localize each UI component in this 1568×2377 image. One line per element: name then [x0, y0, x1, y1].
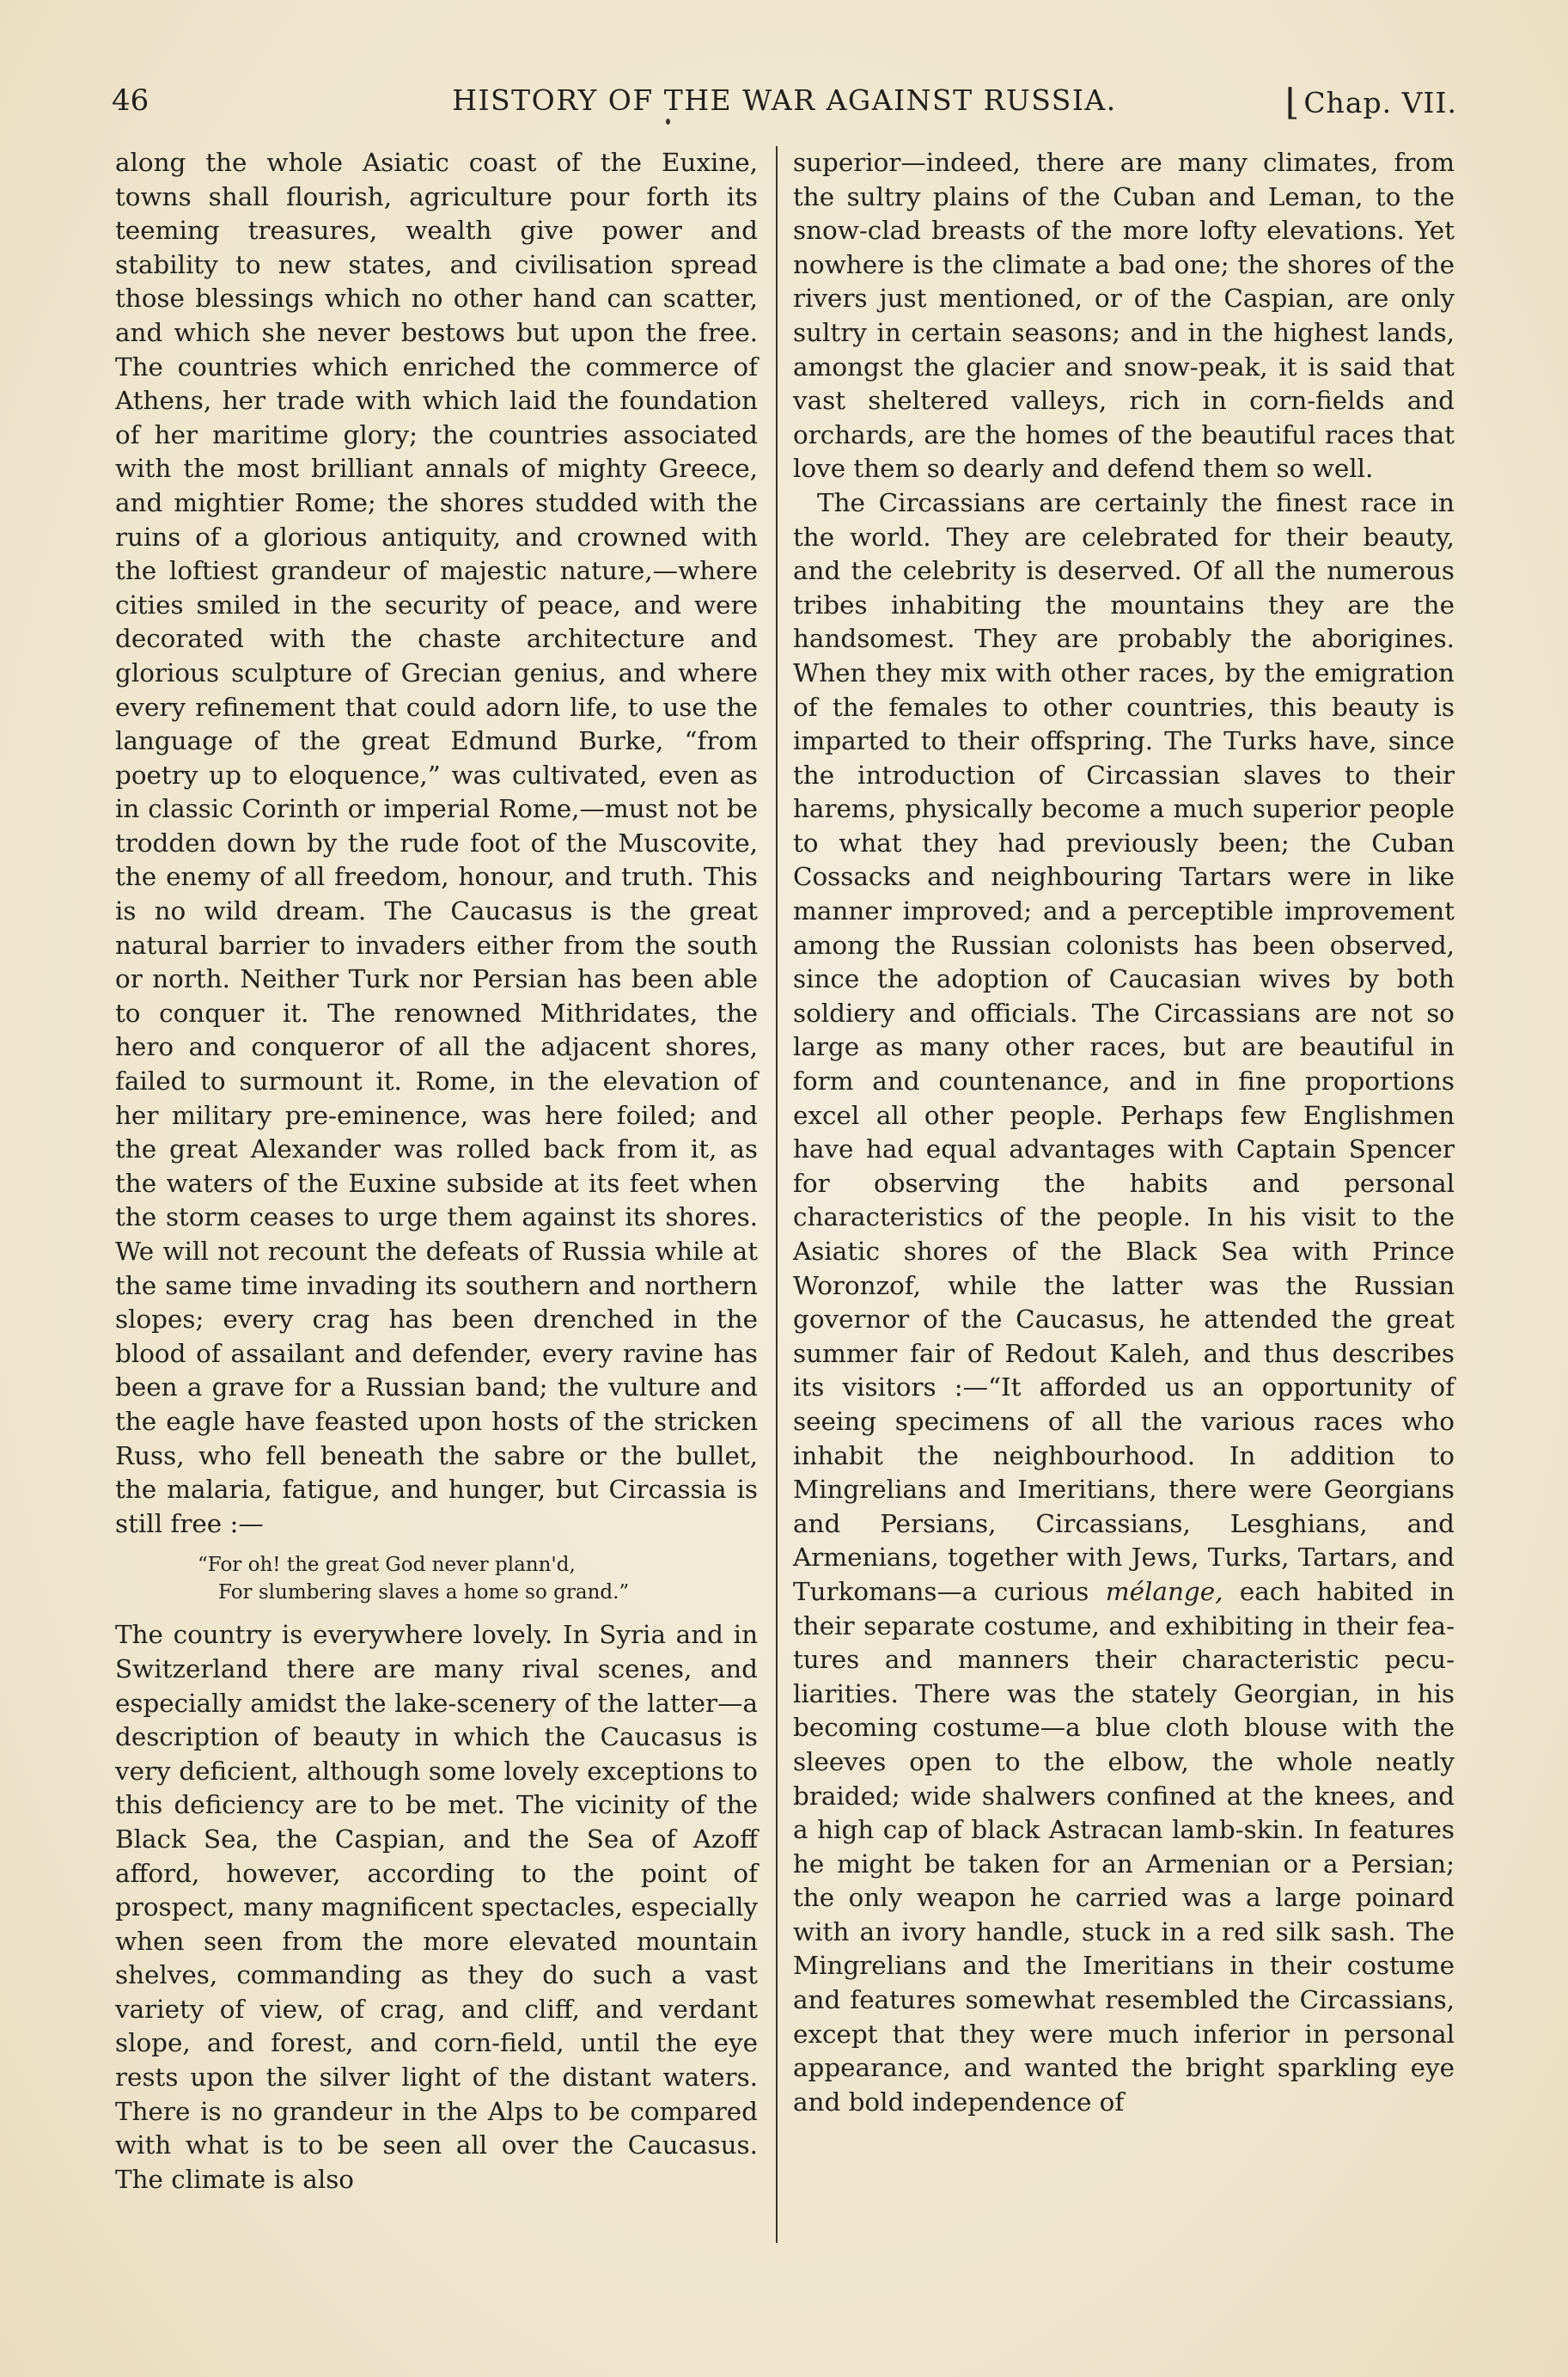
page-number: 46 — [112, 83, 149, 118]
bracket-mark: ⌊ — [1284, 81, 1301, 123]
left-paragraph-1: along the whole Asiatic coast of the Euxine, towns shall flourish, agriculture pour forth its teeming treasures, wealth give power and stability to new states, and civilisation spread those blessings which no other hand can scatter, and which she never bestows but upon the free. The countries which enriched the commerce of Athens, her trade with which laid the foundation of her maritime glory; the countries associated with the most brilliant annals of mighty Greece, and mightier Rome; the shores studded with the ruins of a glorious antiquity, and crowned with the loftiest grandeur of majestic nature,—where cities smiled in the security of peace, and were decorated with the chaste architecture and glorious sculpture of Grecian genius, and where every refinement that could adorn life, to use the language of the great Edmund Burke, “from poetry up to eloquence,” was cultivated, even as in classic Corinth or imperial Rome,—must not be trodden down by the rude foot of the Muscovite, the enemy of all freedom, honour, and truth. This is no wild dream. The Caucasus is the great natural barrier to invaders either from the south or north. Neither Turk nor Persian has been able to conquer it. The renowned Mithridates, the hero and conqueror of all the adjacent shores, failed to surmount it. Rome, in the elevation of her military pre-eminence, was here foiled; and the great Alexander was rolled back from it, as the waters of the Euxine subside at its feet when the storm ceases to urge them against its shores. We will not recount the defeats of Russia while at the same time invading its southern and northern slopes; every crag has been drenched in the blood of assailant and defender, every ravine has been a grave for a Russian band; the vulture and the eagle have feasted upon hosts of the stricken Russ, who fell beneath the sabre or the bullet, the malaria, fatigue, and hunger, but Circassia is still free :— — [115, 148, 758, 1538]
chapter-text: Chap. VII. — [1303, 86, 1457, 119]
right-paragraph-2-part-b: each habited in their separate costume, and exhibiting in their features and manners their characteristic peculiarities. There was the stately Georgian, in his becoming costume—a blue cloth blouse with the sleeves open to the elbow, the whole neatly braided; wide shalwers confined at the knees, and a high cap of black Astracan lamb-skin. In features he might be taken for an Armenian or a Persian; the only weapon he carried was a large poinard with an ivory handle, stuck in a red silk sash. The Mingrelians and the Imeritians in their costume and features somewhat resembled the Circassians, except that they were much inferior in personal appearance, and wanted the bright sparkling eye and bold independence of — [793, 1576, 1455, 2117]
right-column — [793, 146, 1455, 2119]
left-paragraph-2: The country is everywhere lovely. In Syria and in Switzerland there are many rival scenes, and especially amidst the lake-scenery of the latter—a description of beauty in which the Caucasus is very deficient, although some lovely exceptions to this deficiency are to be met. The vicinity of the Black Sea, the Caspian, and the Sea of Azoff afford, however, according to the point of prospect, many magnificent spectacles, especially when seen from the more elevated mountain shelves, commanding as they do such a vast variety of view, of crag, and cliff, and verdant slope, and forest, and corn-field, until the eye rests upon the silver light of the distant waters. There is no grandeur in the Alps to be compared with what is to be seen all over the Caucasus. The climate is also — [115, 1620, 758, 2194]
chapter-label — [1285, 79, 1457, 125]
left-column — [115, 146, 758, 2197]
ink-speck — [666, 119, 670, 125]
running-header — [112, 79, 1457, 122]
running-title: HISTORY OF THE WAR AGAINST RUSSIA. — [452, 83, 1117, 117]
right-paragraph-1: superior—indeed, there are many climates, from the sultry plains of the Cuban and Leman, to the snow-clad breasts of the more lofty elevations. Yet nowhere is the climate a bad one; the shores of the rivers just mentioned, or of the Caspian, are only sultry in certain seasons; and in the highest lands, amongst the glacier and snow-peak, it is said that vast sheltered valleys, rich in corn-fields and orchards, are the homes of the beautiful races that love them so dearly and defend them so well. — [793, 148, 1455, 484]
verse-line-1: “For oh! the great God never plann'd, — [198, 1554, 576, 1577]
italic-melange: mélange, — [1105, 1576, 1223, 1606]
right-paragraph-2 — [793, 486, 1455, 2120]
right-paragraph-2-part-a: The Circassians are certainly the finest race in the world. They are celebrated for their beauty, and the celebrity is deserved. Of all the numerous tribes inhabiting the mountains they are the handsomest. They are probably the aborigines. When they mix with other races, by the emigration of the females to other countries, this beauty is imparted to their offspring. The Turks have, since the introduction of Circassian slaves to their harems, physically become a much superior people to what they had previously been; the Cuban Cossacks and neighbouring Tartars were in like manner improved; and a perceptible improvement among the Russian colonists has been observed, since the adoption of Caucasian wives by both soldiery and officials. The Circassians are not so large as many other races, but are beautiful in form and countenance, and in fine proportions excel all other people. Perhaps few Englishmen have had equal advantages with Captain Spencer for observing the habits and personal characteristics of the people. In his visit to the Asiatic shores of the Black Sea with Prince Woronzof, while the latter was the Russian governor of the Caucasus, he attended the great summer fair of Redout Kaleh, and thus describes its visitors :—“It afforded us an opportunity of seeing specimens of all the various races who inhabit the neighbourhood. In addition to Mingrelians and Imeritians, there were Georgians and Persians, Circassians, Lesghians, and Armenians, together with Jews, Turks, Tartars, and Turkomans—a curious — [793, 487, 1455, 1606]
column-divider — [776, 146, 778, 2243]
verse-quote — [115, 1551, 758, 1606]
verse-line-2: For slumbering slaves a home so grand.” — [218, 1581, 630, 1604]
